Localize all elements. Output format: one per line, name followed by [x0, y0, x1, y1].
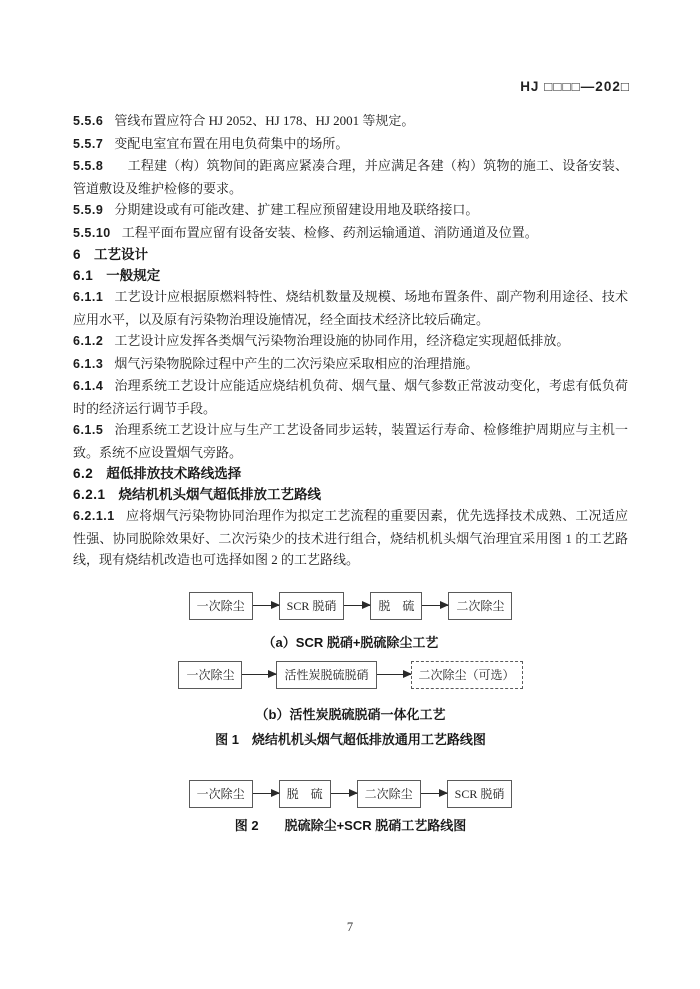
clause-text: 工程平面布置应留有设备安装、检修、药剂运输通道、消防通道及位置。	[121, 224, 538, 240]
clause-text: 治理系统工艺设计应能适应烧结机负荷、烟气量、烟气参数正常波动变化，考虑有低负荷时的经济运行调节手段。	[73, 378, 628, 416]
clause-number: 5.5.10	[73, 225, 111, 240]
figure1-flow-row-a	[73, 592, 628, 620]
figure-2	[73, 780, 628, 835]
figure2-flow-row	[73, 780, 628, 808]
clause-5-5-10	[73, 222, 628, 245]
section-title: 超低排放技术路线选择	[106, 466, 242, 481]
clause-6-1-2	[73, 330, 628, 353]
clause-6-1-4	[73, 375, 628, 419]
clause-number: 6.1.3	[73, 356, 104, 371]
clause-5-5-9	[73, 199, 628, 222]
section-number: 6.2	[73, 466, 94, 481]
section-6-heading	[73, 244, 628, 265]
clause-text: 烟气污染物脱除过程中产生的二次污染应采取相应的治理措施。	[114, 355, 479, 371]
section-number: 6.2.1	[73, 487, 106, 502]
clause-number: 6.1.5	[73, 423, 104, 437]
figure-1	[73, 592, 628, 749]
flow-box-secondary-dedusting-optional: 二次除尘（可选）	[411, 661, 523, 689]
figure1-flow-row-b	[73, 661, 628, 689]
clause-6-2-1-1	[73, 505, 628, 571]
arrow-right-icon	[344, 605, 370, 606]
arrow-right-icon	[242, 674, 276, 675]
clause-6-1-5	[73, 419, 628, 463]
clause-6-1-3	[73, 353, 628, 376]
content	[73, 110, 628, 835]
section-number: 6.1	[73, 268, 94, 283]
clause-5-5-7	[73, 133, 628, 156]
clause-number: 6.1.1	[73, 290, 104, 304]
section-title: 工艺设计	[94, 247, 149, 262]
flow-box-desulfurization: 脱 硫	[370, 592, 422, 620]
flow-box-secondary-dedusting: 二次除尘	[357, 780, 421, 808]
arrow-right-icon	[421, 793, 447, 794]
clause-text: 工程建（构）筑物间的距离应紧凑合理，并应满足各建（构）筑物的施工、设备安装、管道敷设及维护检修的要求。	[73, 158, 628, 196]
clause-5-5-8	[73, 155, 628, 199]
clause-number: 5.5.7	[73, 136, 104, 151]
flow-box-activated-carbon: 活性炭脱硫脱硝	[276, 661, 376, 689]
arrow-right-icon	[377, 674, 411, 675]
clause-text: 治理系统工艺设计应与生产工艺设备同步运转，装置运行寿命、检修维护周期应与主机一致。系统不应设置烟气旁路。	[73, 422, 628, 460]
flow-box-primary-dedusting: 一次除尘	[189, 780, 253, 808]
section-title: 烧结机机头烟气超低排放工艺路线	[118, 487, 322, 502]
clause-text: 管线布置应符合 HJ 2052、HJ 178、HJ 2001 等规定。	[114, 113, 415, 128]
clause-text: 应将烟气污染物协同治理作为拟定工艺流程的重要因素，优先选择技术成熟、工况适应性强、协同脱除效果好、二次污染少的技术进行组合，烧结机机头烟气治理宜采用图 1 的工艺路线，现有烧结机改造也可选择如图 2 的工艺路线。	[73, 508, 628, 567]
clause-text: 分期建设或有可能改建、扩建工程应预留建设用地及联络接口。	[114, 202, 479, 217]
clause-6-1-1	[73, 286, 628, 330]
clause-number: 6.1.2	[73, 334, 104, 348]
flow-box-secondary-dedusting: 二次除尘	[448, 592, 512, 620]
clause-number: 6.1.4	[73, 379, 104, 393]
clause-text: 变配电室宜布置在用电负荷集中的场所。	[114, 135, 349, 151]
clause-number: 6.2.1.1	[73, 509, 115, 523]
clause-number: 5.5.9	[73, 203, 104, 217]
section-number: 6	[73, 247, 82, 262]
arrow-right-icon	[331, 793, 357, 794]
flow-box-desulfurization: 脱 硫	[279, 780, 331, 808]
flow-box-primary-dedusting: 一次除尘	[189, 592, 253, 620]
clause-text: 工艺设计应发挥各类烟气污染物治理设施的协同作用，经济稳定实现超低排放。	[114, 333, 570, 348]
section-title: 一般规定	[106, 268, 161, 283]
arrow-right-icon	[422, 605, 448, 606]
doc-number: HJ □□□□—202□	[520, 79, 630, 94]
flow-box-scr-denitration: SCR 脱硝	[447, 780, 513, 808]
clause-number: 5.5.8	[73, 159, 104, 173]
clause-5-5-6	[73, 110, 628, 133]
section-6-1-heading	[73, 265, 628, 286]
figure1a-caption: （a）SCR 脱硝+脱硫除尘工艺	[262, 634, 439, 650]
clause-text: 工艺设计应根据原燃料特性、烧结机数量及规模、场地布置条件、副产物利用途径、技术应用水平，以及原有污染物治理设施情况，经全面技术经济比较后确定。	[73, 289, 628, 327]
arrow-right-icon	[253, 793, 279, 794]
clause-number: 5.5.6	[73, 114, 104, 128]
figure1-caption: 图 1 烧结机机头烟气超低排放通用工艺路线图	[215, 731, 486, 747]
flow-box-primary-dedusting: 一次除尘	[178, 661, 242, 689]
section-6-2-1-heading	[73, 484, 628, 505]
flow-box-scr-denitration: SCR 脱硝	[279, 592, 345, 620]
arrow-right-icon	[253, 605, 279, 606]
page-number: 7	[346, 920, 354, 934]
figure2-caption: 图 2 脱硫除尘+SCR 脱硝工艺路线图	[234, 817, 467, 833]
section-6-2-heading	[73, 463, 628, 484]
figure1b-caption: （b）活性炭脱硫脱硝一体化工艺	[255, 706, 446, 722]
